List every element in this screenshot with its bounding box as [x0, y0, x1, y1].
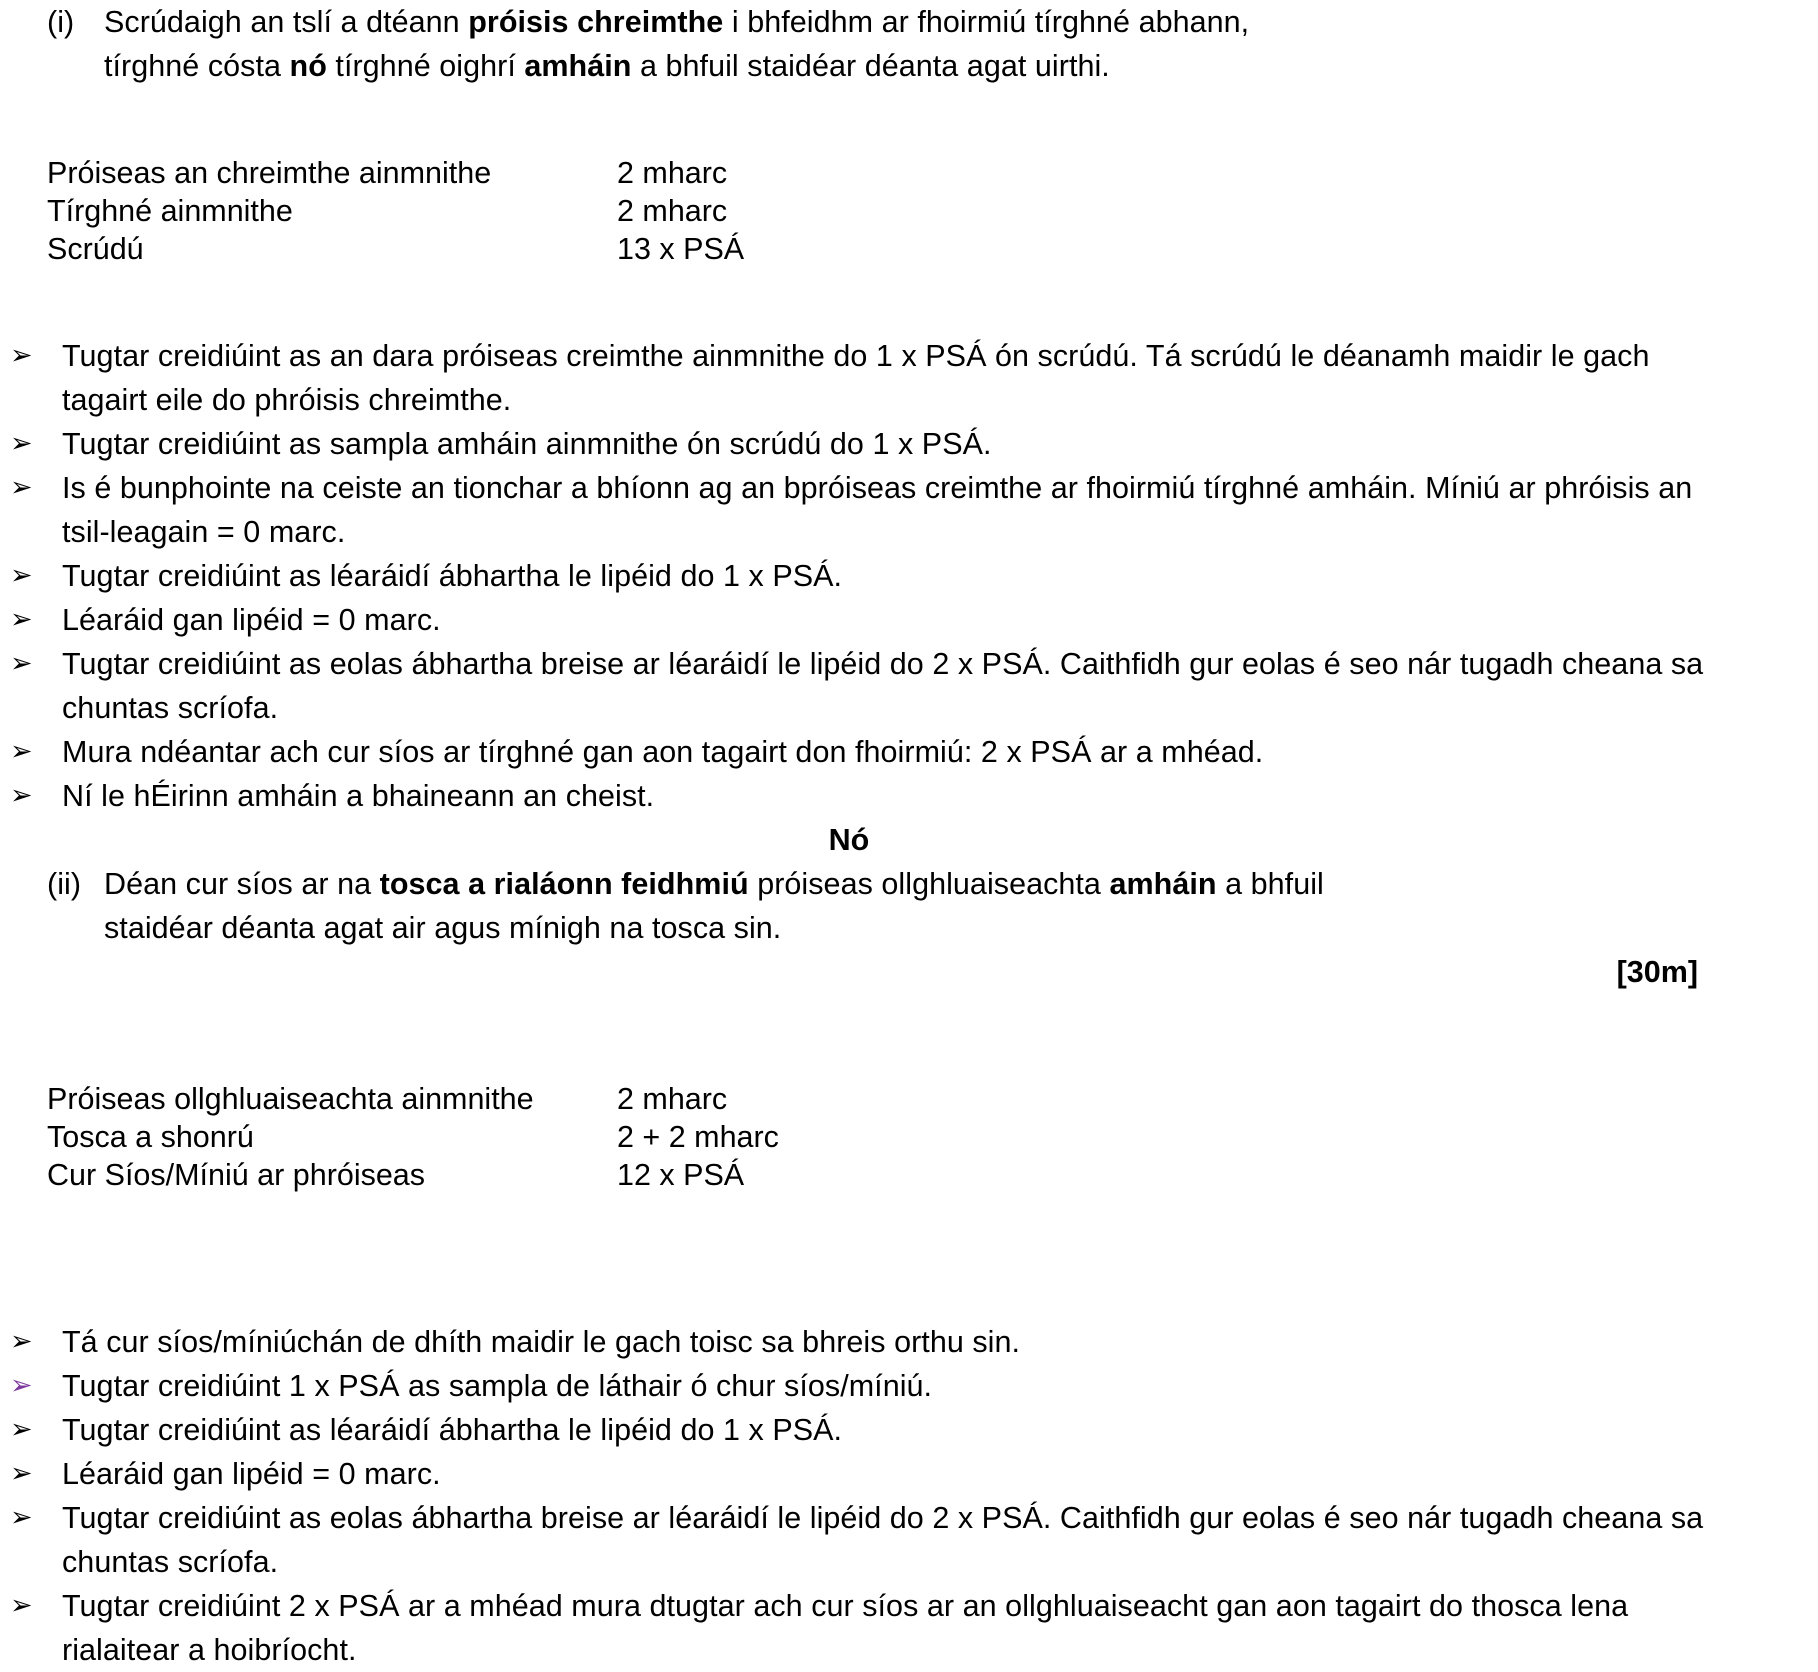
- bullet-text: [62, 1452, 1818, 1496]
- question-i-line-2: [104, 44, 1693, 88]
- bullet-line-1: Ní le hÉirinn amháin a bhaineann an cheist.: [62, 779, 655, 813]
- arrow-bullet-icon: ➢: [10, 472, 33, 503]
- list-item: [0, 466, 1818, 554]
- question-body-ii: [104, 862, 1818, 950]
- bullet-line-2: seo nár tugadh cheana sa chuntas scríofa.: [62, 1501, 1704, 1579]
- alternative-divider-label: Nó: [828, 823, 870, 857]
- question-i-line-1: [104, 0, 1693, 44]
- marks-table-ii: [47, 1080, 1017, 1194]
- list-item: [0, 1452, 1818, 1496]
- question-i-line2-bold2: amháin: [524, 49, 632, 83]
- bullet-line-1: Tugtar creidiúint as eolas ábhartha breise ar léaráidí le lipéid do 2 x PSÁ. Caithfidh gur eolas é: [62, 647, 1341, 681]
- marks-table-i: [47, 154, 1017, 268]
- question-item-i: [0, 0, 1818, 88]
- list-item: [0, 774, 1818, 818]
- bullet-line-1: Léaráid gan lipéid = 0 marc.: [62, 603, 441, 637]
- question-i-line1-post: i bhfeidhm ar fhoirmiú tírghné abhann,: [723, 5, 1250, 39]
- bullet-line-2: déanamh maidir le gach tagairt eile do phróisis chreimthe.: [62, 339, 1650, 417]
- marks-row-description: Próiseas ollghluaiseachta ainmnithe: [47, 1082, 534, 1116]
- question-i-line2-bold1: nó: [289, 49, 327, 83]
- bullet-line-2: tagairt do thosca lena rialaitear a hoibríocht.: [62, 1589, 1629, 1667]
- marks-row-description: Tosca a shonrú: [47, 1120, 254, 1154]
- question-label-i: (i): [47, 5, 75, 39]
- bullet-line-1: Tugtar creidiúint as léaráidí ábhartha le lipéid do 1 x PSÁ.: [62, 1413, 843, 1447]
- question-label-ii: (ii): [47, 867, 82, 901]
- marks-row-value: 12 x PSÁ: [617, 1158, 745, 1192]
- bullet-line-1: Tugtar creidiúint as sampla amháin ainmnithe ón scrúdú do 1 x PSÁ.: [62, 427, 992, 461]
- list-item: [0, 334, 1818, 422]
- bullet-line-1: Tugtar creidiúint as eolas ábhartha breise ar léaráidí le lipéid do 2 x PSÁ. Caithfidh gur eolas é: [62, 1501, 1341, 1535]
- arrow-bullet-icon: ➢: [10, 560, 33, 591]
- list-item: [0, 730, 1818, 774]
- marks-row-value: 2 mharc: [617, 194, 728, 228]
- list-item: [0, 642, 1818, 730]
- question-ii-line-1: [104, 862, 1693, 906]
- bullet-text: [62, 422, 1818, 466]
- list-item: [0, 422, 1818, 466]
- arrow-bullet-icon: ➢: [10, 604, 33, 635]
- spacer: [0, 1194, 1818, 1280]
- question-item-ii: [0, 862, 1818, 950]
- marks-row-description: Cur Síos/Míniú ar phróiseas: [47, 1158, 426, 1192]
- list-item: [0, 554, 1818, 598]
- question-i-line2-mid: tírghné oighrí: [326, 49, 525, 83]
- spacer: [0, 994, 1818, 1080]
- bullet-line-2: seo nár tugadh cheana sa chuntas scríofa.: [62, 647, 1704, 725]
- marks-row-value: 2 mharc: [617, 156, 728, 190]
- marks-row-description: Scrúdú: [47, 232, 144, 266]
- arrow-bullet-icon: ➢: [10, 428, 33, 459]
- marks-badge: [30m]: [1616, 955, 1698, 989]
- list-item: [0, 1584, 1818, 1672]
- question-ii-line1-mid: próiseas ollghluaiseachta: [748, 867, 1110, 901]
- bullet-line-1: Tugtar creidiúint as an dara próiseas creimthe ainmnithe do 1 x PSÁ ón scrúdú. Tá scrúdú le: [62, 339, 1315, 373]
- arrow-bullet-icon: ➢: [10, 736, 33, 767]
- bullet-line-1: Tugtar creidiúint as léaráidí ábhartha le lipéid do 1 x PSÁ.: [62, 559, 843, 593]
- question-ii-line1-pre: Déan cur síos ar na: [104, 867, 380, 901]
- bullet-text: [62, 1584, 1818, 1672]
- bullet-text: [62, 1364, 1818, 1408]
- table-row: [47, 192, 1017, 230]
- bullet-line-1: Léaráid gan lipéid = 0 marc.: [62, 1457, 441, 1491]
- arrow-bullet-icon: ➢: [10, 1590, 33, 1621]
- bullet-text: [62, 334, 1818, 422]
- question-ii-line1-post: a bhfuil: [1216, 867, 1324, 901]
- table-row: [47, 1156, 1017, 1194]
- bullet-list-i: [0, 334, 1818, 818]
- bullet-text: [62, 642, 1818, 730]
- bullet-line-1: Tá cur síos/míniúchán de dhíth maidir le gach toisc sa bhreis orthu sin.: [62, 1325, 1021, 1359]
- bullet-line-2: amháin. Míniú ar phróisis an tsil-leagain = 0 marc.: [62, 471, 1693, 549]
- bullet-text: [62, 1408, 1818, 1452]
- table-row: [47, 154, 1017, 192]
- arrow-bullet-icon-purple: ➢: [10, 1370, 33, 1401]
- bullet-text: [62, 1496, 1818, 1584]
- marks-row-value: 2 + 2 mharc: [617, 1120, 779, 1154]
- list-item: [0, 1408, 1818, 1452]
- bullet-line-1: Mura ndéantar ach cur síos ar tírghné gan aon tagairt don fhoirmiú: 2 x PSÁ ar a mhéad.: [62, 735, 1264, 769]
- spacer: [0, 268, 1818, 334]
- list-item: [0, 1320, 1818, 1364]
- arrow-bullet-icon: ➢: [10, 1502, 33, 1533]
- spacer: [0, 1280, 1818, 1320]
- bullet-list-ii: [0, 1320, 1818, 1672]
- bullet-text: [62, 466, 1818, 554]
- arrow-bullet-icon: ➢: [10, 780, 33, 811]
- bullet-line-1: Is é bunphointe na ceiste an tionchar a bhíonn ag an bpróiseas creimthe ar fhoirmiú tírghné: [62, 471, 1300, 505]
- spacer: [0, 88, 1818, 154]
- arrow-bullet-icon: ➢: [10, 340, 33, 371]
- bullet-line-1: Tugtar creidiúint 2 x PSÁ ar a mhéad mura dtugtar ach cur síos ar an ollghluaiseacht gan aon: [62, 1589, 1327, 1623]
- question-body-i: [104, 0, 1818, 88]
- table-row: [47, 1080, 1017, 1118]
- arrow-bullet-icon: ➢: [10, 1458, 33, 1489]
- question-ii-line-2: staidéar déanta agat air agus mínigh na tosca sin.: [104, 911, 782, 945]
- arrow-bullet-icon: ➢: [10, 1326, 33, 1357]
- question-i-line2-post: a bhfuil staidéar déanta agat uirthi.: [631, 49, 1110, 83]
- question-ii-line1-bold2: amháin: [1109, 867, 1217, 901]
- bullet-text: [62, 1320, 1818, 1364]
- table-row: [47, 230, 1017, 268]
- marks-row-value: 13 x PSÁ: [617, 232, 745, 266]
- question-i-line1-pre: Scrúdaigh an tslí a dtéann: [104, 5, 469, 39]
- arrow-bullet-icon: ➢: [10, 648, 33, 679]
- marks-row-value: 2 mharc: [617, 1082, 728, 1116]
- bullet-text: [62, 774, 1818, 818]
- arrow-bullet-icon: ➢: [10, 1414, 33, 1445]
- question-ii-line1-bold: tosca a rialáonn feidhmiú: [379, 867, 749, 901]
- table-row: [47, 1118, 1017, 1156]
- marks-row-description: Próiseas an chreimthe ainmnithe: [47, 156, 492, 190]
- bullet-text: [62, 598, 1818, 642]
- question-i-line1-bold: próisis chreimthe: [468, 5, 724, 39]
- marks-row-description: Tírghné ainmnithe: [47, 194, 293, 228]
- list-item: [0, 1364, 1818, 1408]
- bullet-line-1: Tugtar creidiúint 1 x PSÁ as sampla de láthair ó chur síos/míniú.: [62, 1369, 933, 1403]
- bullet-text: [62, 554, 1818, 598]
- list-item: [0, 1496, 1818, 1584]
- list-item: [0, 598, 1818, 642]
- question-i-line2-pre: tírghné cósta: [104, 49, 290, 83]
- bullet-text: [62, 730, 1818, 774]
